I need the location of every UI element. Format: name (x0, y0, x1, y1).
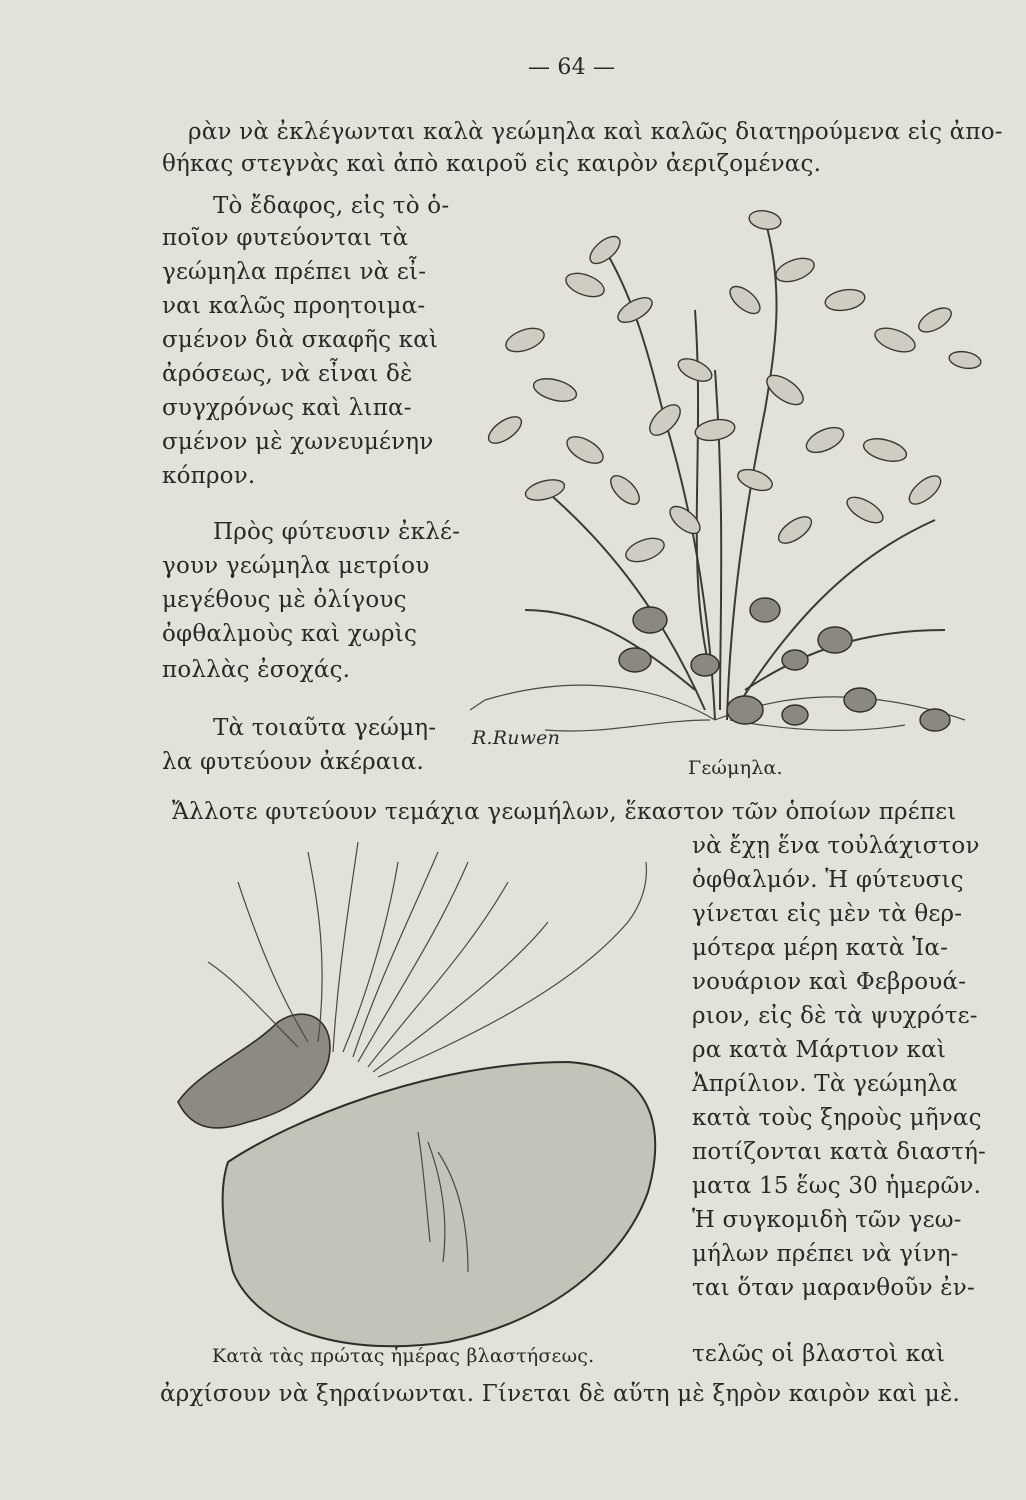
left-line-3: γεώμηλα πρέπει νὰ εἶ- (162, 259, 427, 285)
figure1-caption: Γεώμηλα. (688, 757, 783, 779)
intro-line-1: ρὰν νὰ ἐκλέγωνται καλὰ γεώμηλα καὶ καλῶς διατηρούμενα εἰς ἀπο- (188, 119, 1003, 145)
plant-leaves (484, 208, 982, 566)
right-line-1: νὰ ἔχῃ ἕνα τοὐλάχιστον (692, 833, 980, 859)
left-line-11: γουν γεώμηλα μετρίου (162, 553, 430, 579)
right-line-7: ρα κατὰ Μάρτιον καὶ (692, 1037, 947, 1063)
sprouting-potato-illustration (168, 822, 668, 1382)
figure2-caption: Κατὰ τὰς πρώτας ἡμέρας βλαστήσεως. (212, 1345, 595, 1367)
right-line-14: ται ὅταν μαρανθοῦν ἐν- (692, 1275, 975, 1301)
left-line-7: συγχρόνως καὶ λιπα- (162, 395, 412, 421)
right-line-11: ματα 15 ἕως 30 ἡμερῶν. (692, 1173, 982, 1199)
right-line-15: τελῶς οἱ βλαστοὶ καὶ (692, 1341, 946, 1367)
left-line-9: κόπρον. (162, 463, 256, 489)
left-line-12: μεγέθους μὲ ὀλίγους (162, 587, 407, 613)
left-line-14: πολλὰς ἐσοχάς. (162, 657, 351, 683)
right-line-8: Ἀπρίλιον. Τὰ γεώμηλα (692, 1071, 958, 1097)
left-line-8: σμένον μὲ χωνευμένην (162, 429, 434, 455)
left-line-16: λα φυτεύουν ἀκέραια. (162, 749, 424, 775)
full-width-line: Ἄλλοτε φυτεύουν τεμάχια γεωμήλων, ἕκαστον τῶν ὁποίων πρέπει (172, 799, 957, 825)
intro-line-2: θήκας στεγνὰς καὶ ἀπὸ καιροῦ εἰς καιρὸν ἀεριζομένας. (162, 151, 822, 177)
potato-plant-illustration (465, 190, 985, 750)
right-line-3: γίνεται εἰς μὲν τὰ θερ- (692, 901, 963, 927)
left-line-5: σμένον διὰ σκαφῆς καὶ (162, 327, 439, 353)
right-line-12: Ἡ συγκομιδὴ τῶν γεω- (692, 1207, 962, 1233)
page-number: — 64 — (528, 55, 616, 80)
right-line-9: κατὰ τοὺς ξηροὺς μῆνας (692, 1105, 982, 1131)
closing-line: ἀρχίσουν νὰ ξηραίνωνται. Γίνεται δὲ αὕτη μὲ ξηρὸν καιρὸν καὶ μὲ. (160, 1381, 961, 1407)
illustrator-signature: R.Ruwen (472, 727, 561, 749)
left-line-13: ὀφθαλμοὺς καὶ χωρὶς (162, 621, 418, 647)
right-line-10: ποτίζονται κατὰ διαστή- (692, 1139, 987, 1165)
right-line-4: μότερα μέρη κατὰ Ἰα- (692, 935, 949, 961)
left-line-1: Τὸ ἔδαφος, εἰς τὸ ὁ- (213, 193, 450, 219)
plant-tubers (619, 598, 950, 731)
right-line-2: ὀφθαλμόν. Ἡ φύτευσις (692, 867, 964, 893)
right-line-5: νουάριον καὶ Φεβρουά- (692, 969, 967, 995)
left-line-4: ναι καλῶς προητοιμα- (162, 293, 426, 319)
left-line-6: ἀρόσεως, νὰ εἶναι δὲ (162, 361, 413, 387)
right-line-6: ριον, εἰς δὲ τὰ ψυχρότε- (692, 1003, 978, 1029)
side-tuber (178, 1014, 330, 1128)
right-line-13: μήλων πρέπει νὰ γίνη- (692, 1241, 959, 1267)
left-line-2: ποῖον φυτεύονται τὰ (162, 225, 409, 251)
left-line-15: Τὰ τοιαῦτα γεώμη- (213, 715, 437, 741)
left-line-10: Πρὸς φύτευσιν ἐκλέ- (213, 519, 461, 545)
